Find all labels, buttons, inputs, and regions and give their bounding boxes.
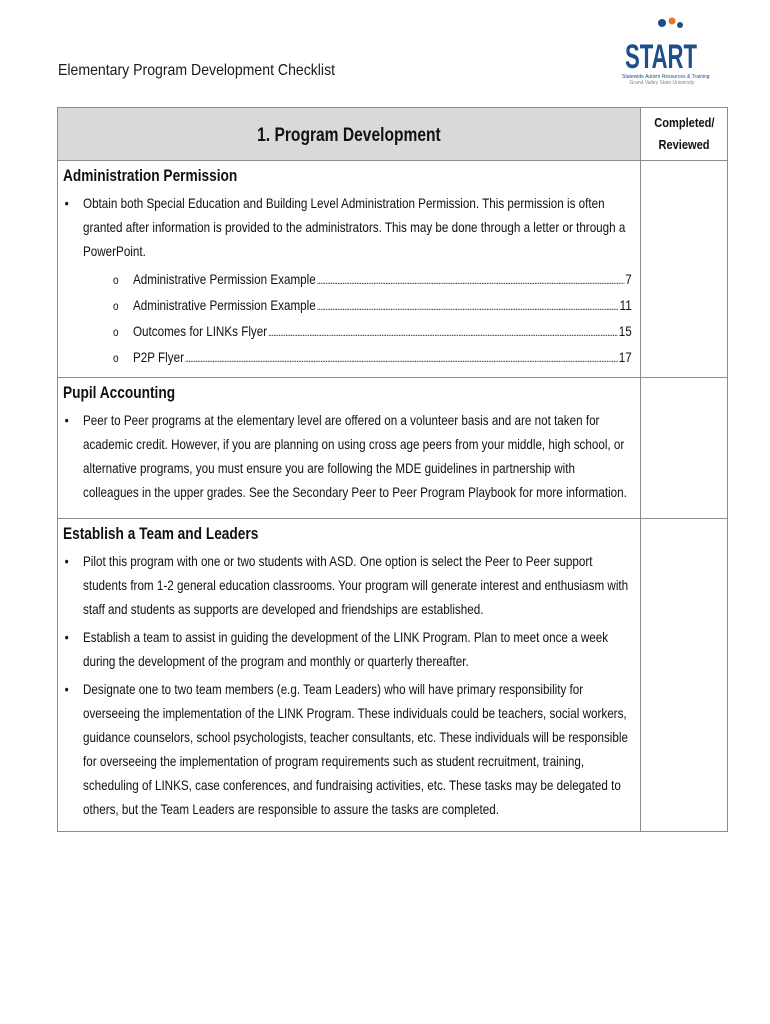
completed-column-heading <box>641 108 728 161</box>
checklist-table <box>57 107 728 832</box>
sub-item-label: P2P Flyer <box>132 349 184 365</box>
list-item: • Peer to Peer programs at the elementary level are offered on a volunteer basis and are not taken for academic credit. However, if you are planning on using cross age peers from your middle, high school, or alternative programs, you must ensure you are following the MDE guidelines in partnership with colleagues in the upper grades. See the Secondary Peer to Peer Program Playbook for more information. <box>63 408 632 504</box>
logo-subtitle-line1: Statewide Autism Resources & Training <box>622 74 710 80</box>
dot-leader <box>268 321 618 345</box>
document-title: Elementary Program Development Checklist <box>58 62 336 79</box>
completed-checkbox-cell[interactable] <box>641 378 728 519</box>
list-item: • Pilot this program with one or two students with ASD. One option is select the Peer to Peer support students from 1-2 general education classrooms. Your program will generate interest and enthusiasm with staff and students as supports are developed and friendships are established. <box>63 549 632 621</box>
logo-subtitle-line2: Grand Valley State University <box>629 80 695 86</box>
section-title: Establish a Team and Leaders <box>63 525 259 543</box>
list-item: • Establish a team to assist in guiding the development of the LINK Program. Plan to meet once a week during the development of the program and monthly or quarterly thereafter. <box>63 625 632 673</box>
section-title: Pupil Accounting <box>63 384 176 402</box>
sub-item-list <box>63 267 632 371</box>
list-item <box>113 267 632 293</box>
list-item <box>113 345 632 371</box>
sub-bullet-marker: o <box>112 273 119 287</box>
completed-heading-line2: Reviewed <box>658 137 710 152</box>
list-item <box>113 319 632 345</box>
bullet-list <box>63 549 632 821</box>
bullet-list <box>63 191 632 263</box>
sub-bullet-marker: o <box>112 299 119 313</box>
sub-item-label: Administrative Permission Example <box>132 297 316 313</box>
list-item: • Designate one to two team members (e.g. Team Leaders) who will have primary responsibility for overseeing the implementation of the LINK Program. These individuals could be teachers, social workers, guidance counselors, school psychologists, teacher consultants, etc. These individuals will be responsible for overseeing the implementation of program requirements such as student recruitment, training, scheduling of LINKS, case conferences, and fundraising activities, etc. These tasks may be delegated to others, but the Team Leaders are responsible to assure the tasks are completed. <box>63 677 632 821</box>
bullet-list <box>63 408 632 504</box>
section-body <box>63 191 632 371</box>
dot-leader <box>317 295 619 319</box>
section-administration-permission <box>58 161 641 378</box>
logo-subtitle <box>622 74 710 86</box>
completed-checkbox-cell[interactable] <box>641 161 728 378</box>
table-header-row <box>58 108 728 161</box>
dot-leader <box>317 269 625 293</box>
section-heading-cell <box>58 108 641 161</box>
page-number: 17 <box>618 349 632 365</box>
page-number: 15 <box>618 323 632 339</box>
logo-wordmark: START <box>625 38 698 76</box>
sub-item-label: Administrative Permission Example <box>132 271 316 287</box>
completed-heading-line1: Completed/ <box>653 115 715 130</box>
table-row <box>58 378 728 519</box>
section-pupil-accounting <box>58 378 641 519</box>
sub-bullet-marker: o <box>112 325 119 339</box>
section-body <box>63 408 632 504</box>
completed-checkbox-cell[interactable] <box>641 519 728 832</box>
section-heading: 1. Program Development <box>257 125 441 146</box>
table-row <box>58 161 728 378</box>
section-title: Administration Permission <box>63 167 238 185</box>
page-number: 11 <box>619 297 632 313</box>
sub-bullet-marker: o <box>112 351 119 365</box>
page-number: 7 <box>625 271 632 287</box>
sub-item-label: Outcomes for LINKs Flyer <box>132 323 268 339</box>
dot-leader <box>185 347 618 371</box>
section-body <box>63 549 632 821</box>
list-item: • Obtain both Special Education and Building Level Administration Permission. This permission is often granted after information is provided to the administrators. This may be done through a letter or through a PowerPoint. <box>63 191 632 263</box>
table-row <box>58 519 728 832</box>
section-establish-team-and-leaders <box>58 519 641 832</box>
list-item <box>113 293 632 319</box>
